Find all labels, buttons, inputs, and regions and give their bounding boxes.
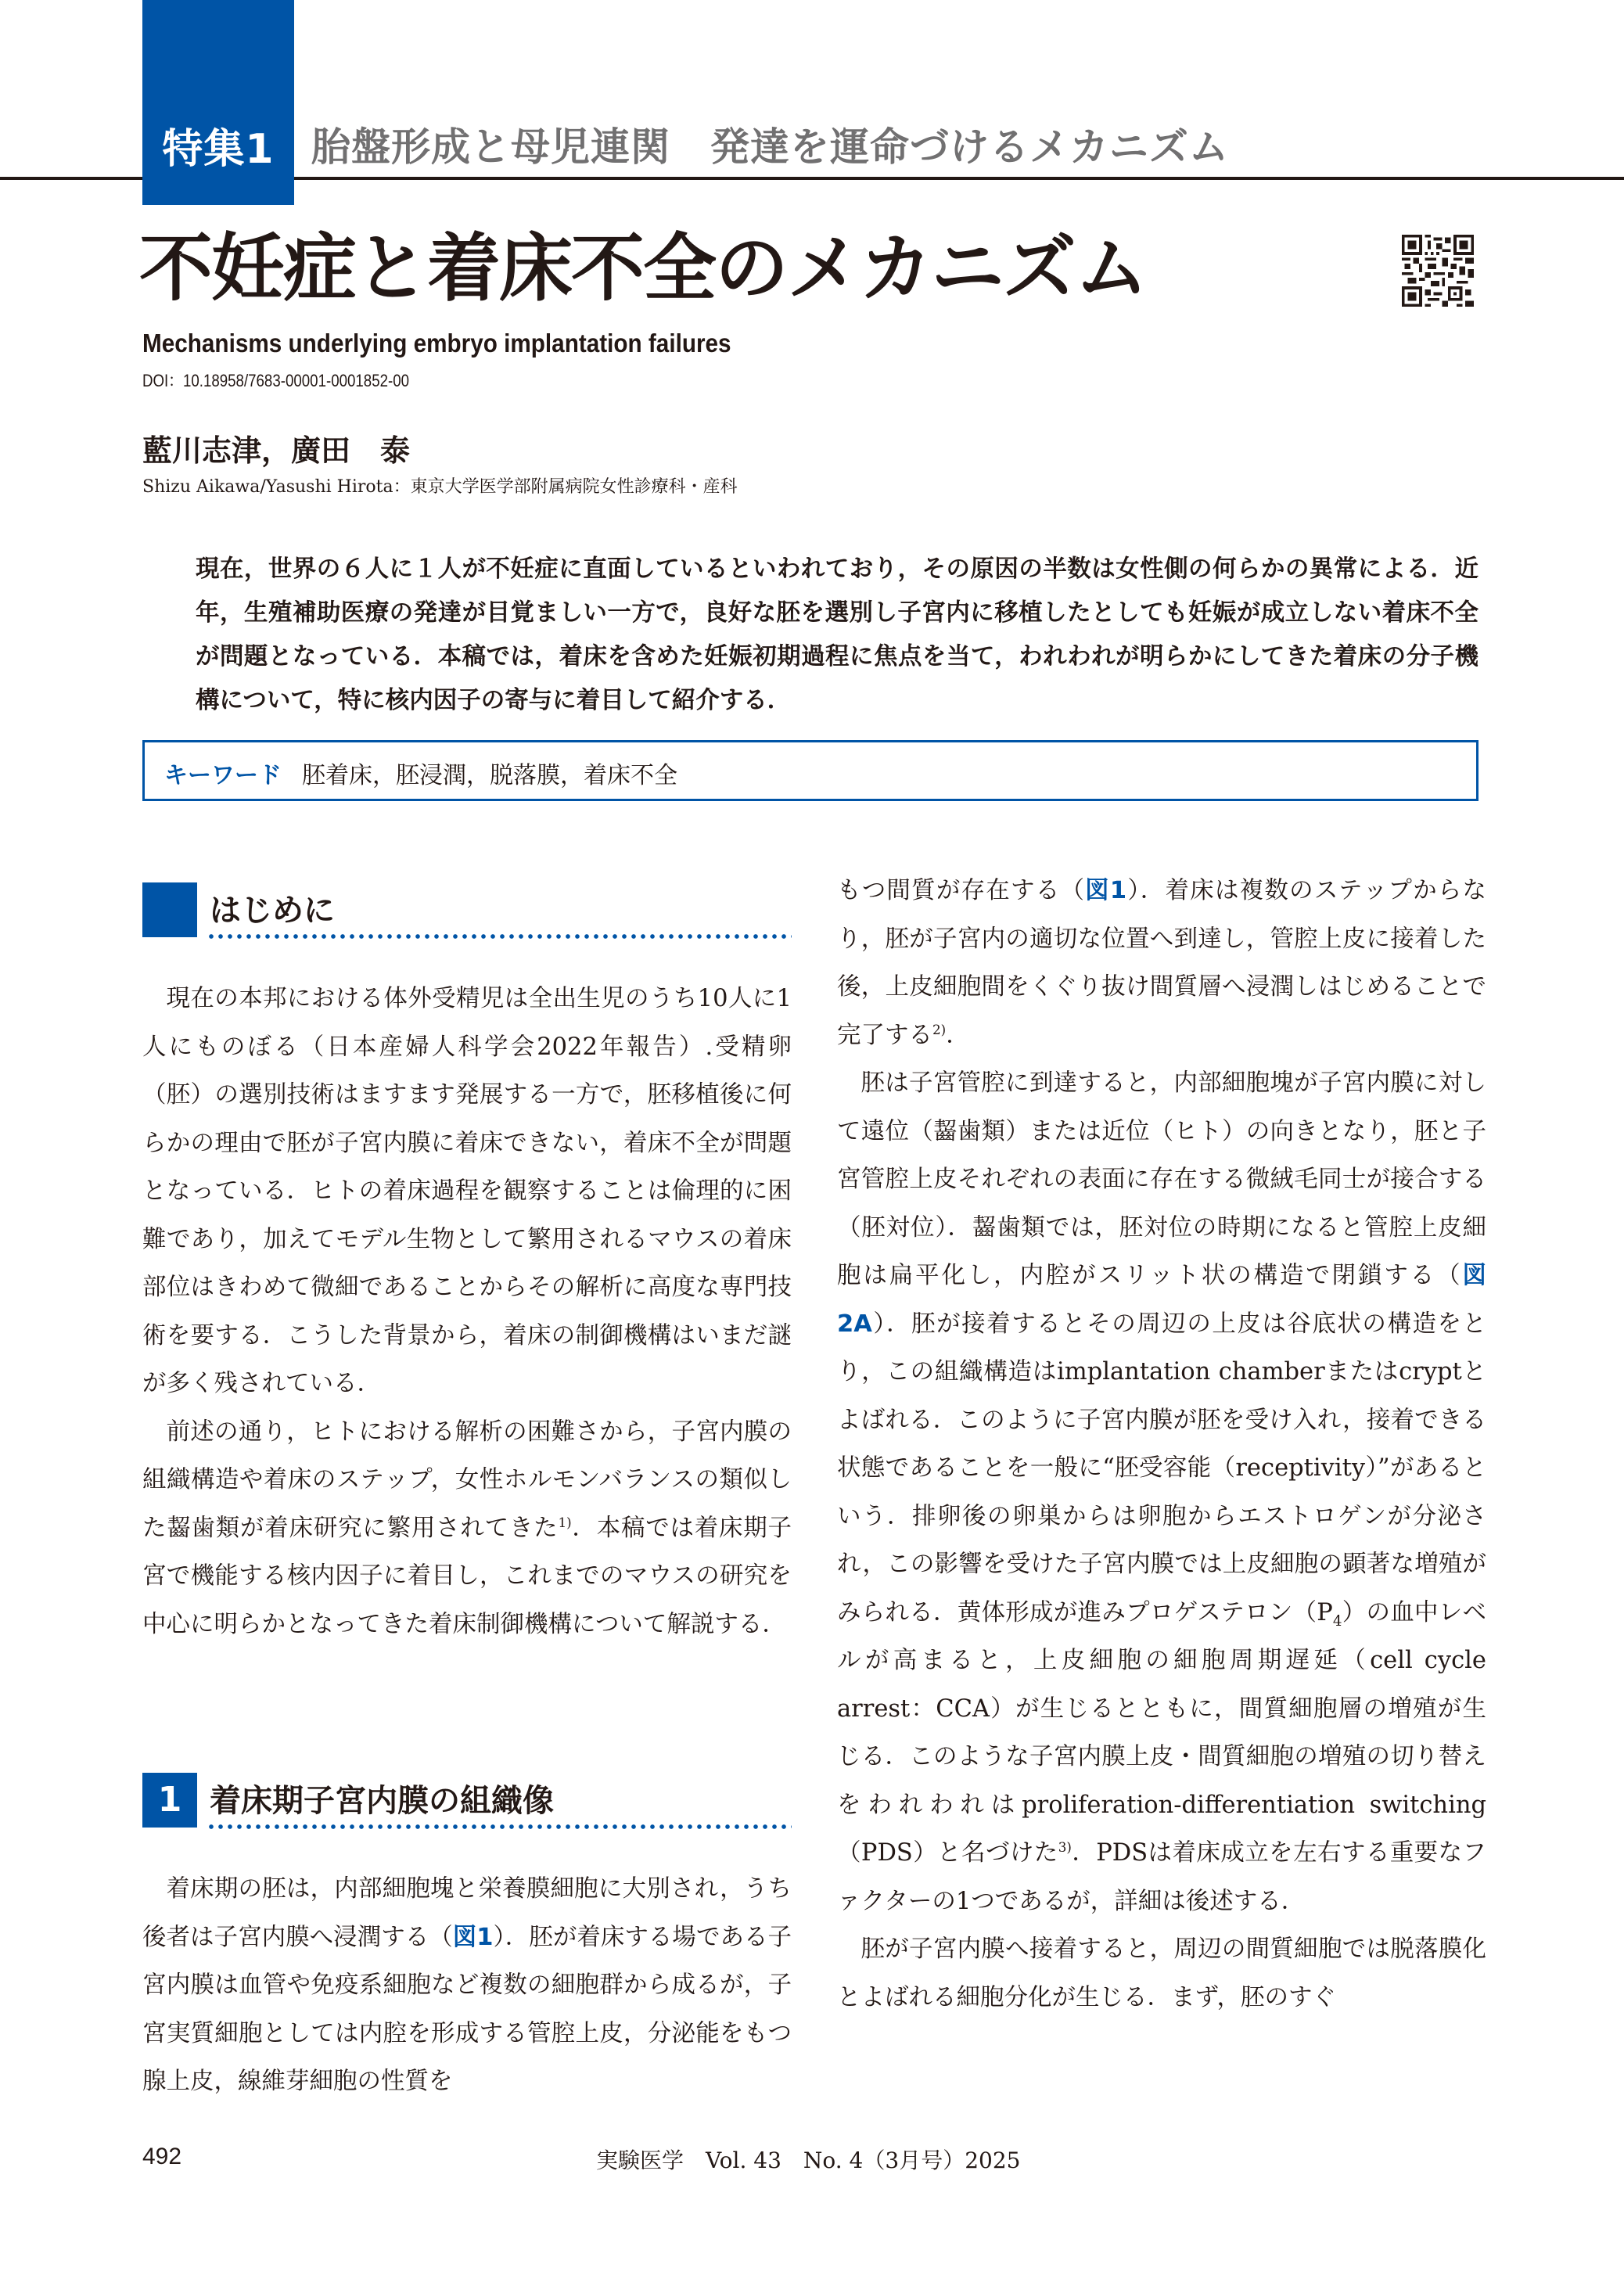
figure-link[interactable]: 図2A	[837, 1262, 1486, 1338]
series-title: 胎盤形成と母児連関 発達を運命づけるメカニズム	[311, 124, 1229, 170]
citation-ref[interactable]: 1)	[558, 1514, 572, 1530]
section-heading-introduction	[142, 882, 792, 939]
figure-link[interactable]: 図1	[452, 1923, 494, 1951]
keyword-list: 胚着床，胚浸潤，脱落膜，着床不全	[302, 762, 677, 789]
page-number: 492	[142, 2144, 182, 2169]
left-column-intro	[142, 975, 792, 1648]
text-run: ）の血中レベルが高まると，上皮細胞の細胞周期遅延（cell cycle arrest：CCA）が生じるとともに，間質細胞層の増殖が生じる．このような子宮内膜上皮・間質細胞の増殖の切り替えをわれわれはproliferation-differentiation switching（PDS）と名づけた	[837, 1598, 1486, 1867]
section-marker: 1	[142, 1773, 197, 1828]
keyword-label: キーワード	[164, 762, 282, 789]
subscript: 4	[1332, 1612, 1342, 1630]
text-run: ）．着床は複数のステップからなり，胚が子宮内の適切な位置へ到達し，管腔上皮に接着した後，上皮細胞間をくぐり抜け間質層へ浸潤しはじめることで完了する	[837, 877, 1487, 1049]
journal-info: 実験医学 Vol. 43 No. 4（3月号）2025	[596, 2147, 1021, 2173]
citation-ref[interactable]: 2)	[932, 1021, 947, 1037]
section-title: 着床期子宮内膜の組織像	[210, 1783, 554, 1819]
dotted-rule	[207, 934, 792, 939]
article-title: 不妊症と着床不全のメカニズム	[139, 226, 1148, 311]
text-run: 前述の通り，ヒトにおける解析の困難さから，子宮内膜の組織構造や着床のステップ，女性ホルモンバランスの類似した齧歯類が着床研究に繁用されてきた	[142, 1418, 792, 1542]
text-run: ）．胚が接着するとその周辺の上皮は谷底状の構造をとり，この組織構造はimplantation chamberまたはcryptとよばれる．このように子宮内膜が胚を受け入れ，接着できる状態であることを一般に“胚受容能（receptivity）”があるという．排卵後の卵巣からは卵胞からエストロゲンが分泌され，この影響を受けた子宮内膜では上皮細胞の顕著な増殖がみられる．黄体形成が進みプロゲステロン（P	[837, 1310, 1486, 1626]
section-title: はじめに	[210, 893, 335, 929]
citation-ref[interactable]: 3)	[1058, 1838, 1072, 1855]
text-run: 胚は子宮管腔に到達すると，内部細胞塊が子宮内膜に対して遠位（齧歯類）または近位（ヒト）の向きとなり，胚と子宮管腔上皮それぞれの表面に存在する微絨毛同士が接合する（胚対位）．齧歯類では，胚対位の時期になると管腔上皮細胞は扁平化し，内腔がスリット状の構造で閉鎖する（	[837, 1069, 1486, 1289]
text-run: ．PDSは着床成立を左右する重要なファクターの1つであるが，詳細は後述する．	[837, 1839, 1486, 1915]
english-title: Mechanisms underlying embryo implantation failures	[142, 329, 731, 358]
dotted-rule	[207, 1824, 792, 1829]
authors: 藍川志津，廣田 泰	[142, 433, 411, 468]
text-run: もつ間質が存在する（	[837, 877, 1086, 904]
qr-code-icon[interactable]	[1402, 235, 1474, 307]
paragraph	[837, 1059, 1486, 1925]
text-run: ．本稿では着床期子宮で機能する核内因子に着目し，これまでのマウスの研究を中心に明らかとなってきた着床制御機構について解説する．	[142, 1514, 792, 1638]
paragraph: 現在の本邦における体外受精児は全出生児のうち10人に1人にものぼる（日本産婦人科学会2022年報告）.受精卵（胚）の選別技術はますます発展する一方で，胚移植後に何らかの理由で胚が子宮内膜に着床できない，着床不全が問題となっている．ヒトの着床過程を観察することは倫理的に困難であり，加えてモデル生物として繁用されるマウスの着床部位はきわめて微細であることからその解析に高度な専門技術を要する．こうした背景から，着床の制御機構はいまだ謎が多く残されている．	[142, 985, 792, 1397]
paragraph: 胚が子宮内膜へ接着すると，周辺の間質細胞では脱落膜化とよばれる細胞分化が生じる．まず，胚のすぐ	[837, 1935, 1486, 2011]
feature-tag-label: 特集1	[162, 126, 275, 173]
text-run: ．	[946, 1021, 970, 1049]
text-run: ）．胚が着床する場である子宮内膜は血管や免疫系細胞など複数の細胞群から成るが，子宮実質細胞としては内腔を形成する管腔上皮，分泌能をもつ腺上皮，線維芽細胞の性質を	[142, 1923, 792, 2095]
paragraph	[142, 1865, 792, 2106]
left-column-section1	[142, 1865, 792, 2106]
paragraph	[837, 867, 1486, 1059]
figure-link[interactable]: 図1	[1085, 877, 1127, 904]
text-run: 着床期の胚は，内部細胞塊と栄養膜細胞に大別され，うち後者は子宮内膜へ浸潤する（	[142, 1875, 792, 1951]
section-marker	[142, 882, 197, 937]
section-heading-1	[142, 1773, 792, 1829]
affiliation: Shizu Aikawa/Yasushi Hirota：東京大学医学部附属病院女性診療科・産科	[142, 477, 738, 497]
abstract: 現在，世界の６人に１人が不妊症に直面しているといわれており，その原因の半数は女性側の何らかの異常による．近年，生殖補助医療の発達が目覚ましい一方で，良好な胚を選別し子宮内に移植したとしても妊娠が成立しない着床不全が問題となっている．本稿では，着床を含めた妊娠初期過程に焦点を当て，われわれが明らかにしてきた着床の分子機構について，特に核内因子の寄与に着目して紹介する．	[196, 555, 1478, 714]
doi[interactable]: DOI：10.18958/7683-00001-0001852-00	[142, 371, 410, 390]
right-column	[837, 867, 1486, 2022]
paragraph	[142, 1408, 792, 1649]
